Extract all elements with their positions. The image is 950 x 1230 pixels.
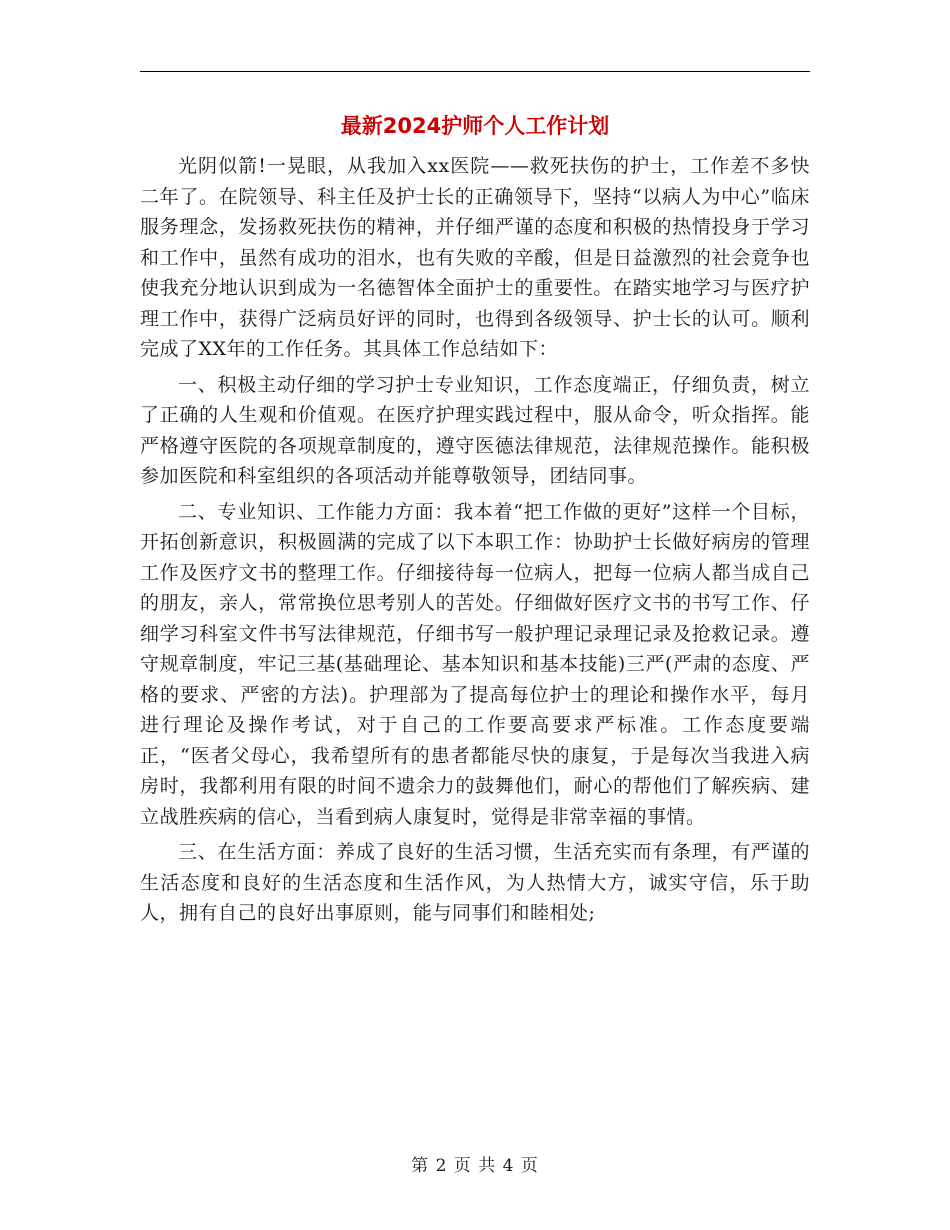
- paragraph-section-3: 三、在生活方面：养成了良好的生活习惯，生活充实而有条理，有严谨的生活态度和良好的生活态度和生活作风，为人热情大方，诚实守信，乐于助人，拥有自己的良好出事原则，能与同事们和睦相处;: [140, 841, 810, 924]
- paragraph-section-1: 一、积极主动仔细的学习护士专业知识，工作态度端正，仔细负责，树立了正确的人生观和价值观。在医疗护理实践过程中，服从命令，听众指挥。能严格遵守医院的各项规章制度的，遵守医德法律规范，法律规范操作。能积极参加医院和科室组织的各项活动并能尊敬领导，团结同事。: [140, 373, 810, 487]
- paragraph-section-2: 二、专业知识、工作能力方面：我本着“把工作做的更好”这样一个目标，开拓创新意识，积极圆满的完成了以下本职工作：协助护士长做好病房的管理工作及医疗文书的整理工作。仔细接待每一位病人，把每一位病人都当成自己的朋友，亲人，常常换位思考别人的苦处。仔细做好医疗文书的书写工作、仔细学习科室文件书写法律规范，仔细书写一般护理记录理记录及抢救记录。遵守规章制度，牢记三基(基础理论、基本知识和基本技能)三严(严肃的态度、严格的要求、严密的方法)。护理部为了提高每位护士的理论和操作水平，每月进行理论及操作考试，对于自己的工作要高要求严标准。工作态度要端正，“医者父母心，我希望所有的患者都能尽快的康复，于是每次当我进入病房时，我都利用有限的时间不遗余力的鼓舞他们，耐心的帮他们了解疾病、建立战胜疾病的信心，当看到病人康复时，觉得是非常幸福的事情。: [140, 500, 810, 828]
- document-body: [140, 151, 810, 934]
- page-number: 第 2 页 共 4 页: [411, 1156, 539, 1176]
- paragraph-intro: 光阴似箭!一晃眼，从我加入xx医院——救死扶伤的护士，工作差不多快二年了。在院领导、科主任及护士长的正确领导下，坚持“以病人为中心”临床服务理念，发扬救死扶伤的精神，并仔细严谨的态度和积极的热情投身于学习和工作中，虽然有成功的泪水，也有失败的辛酸，但是日益激烈的社会竟争也使我充分地认识到成为一名德智体全面护士的重要性。在踏实地学习与医疗护理工作中，获得广泛病员好评的同时，也得到各级领导、护士长的认可。顺利完成了XX年的工作任务。其具体工作总结如下：: [140, 155, 810, 360]
- header-rule: [140, 71, 810, 72]
- document-title: 最新2024护师个人工作计划: [340, 114, 610, 138]
